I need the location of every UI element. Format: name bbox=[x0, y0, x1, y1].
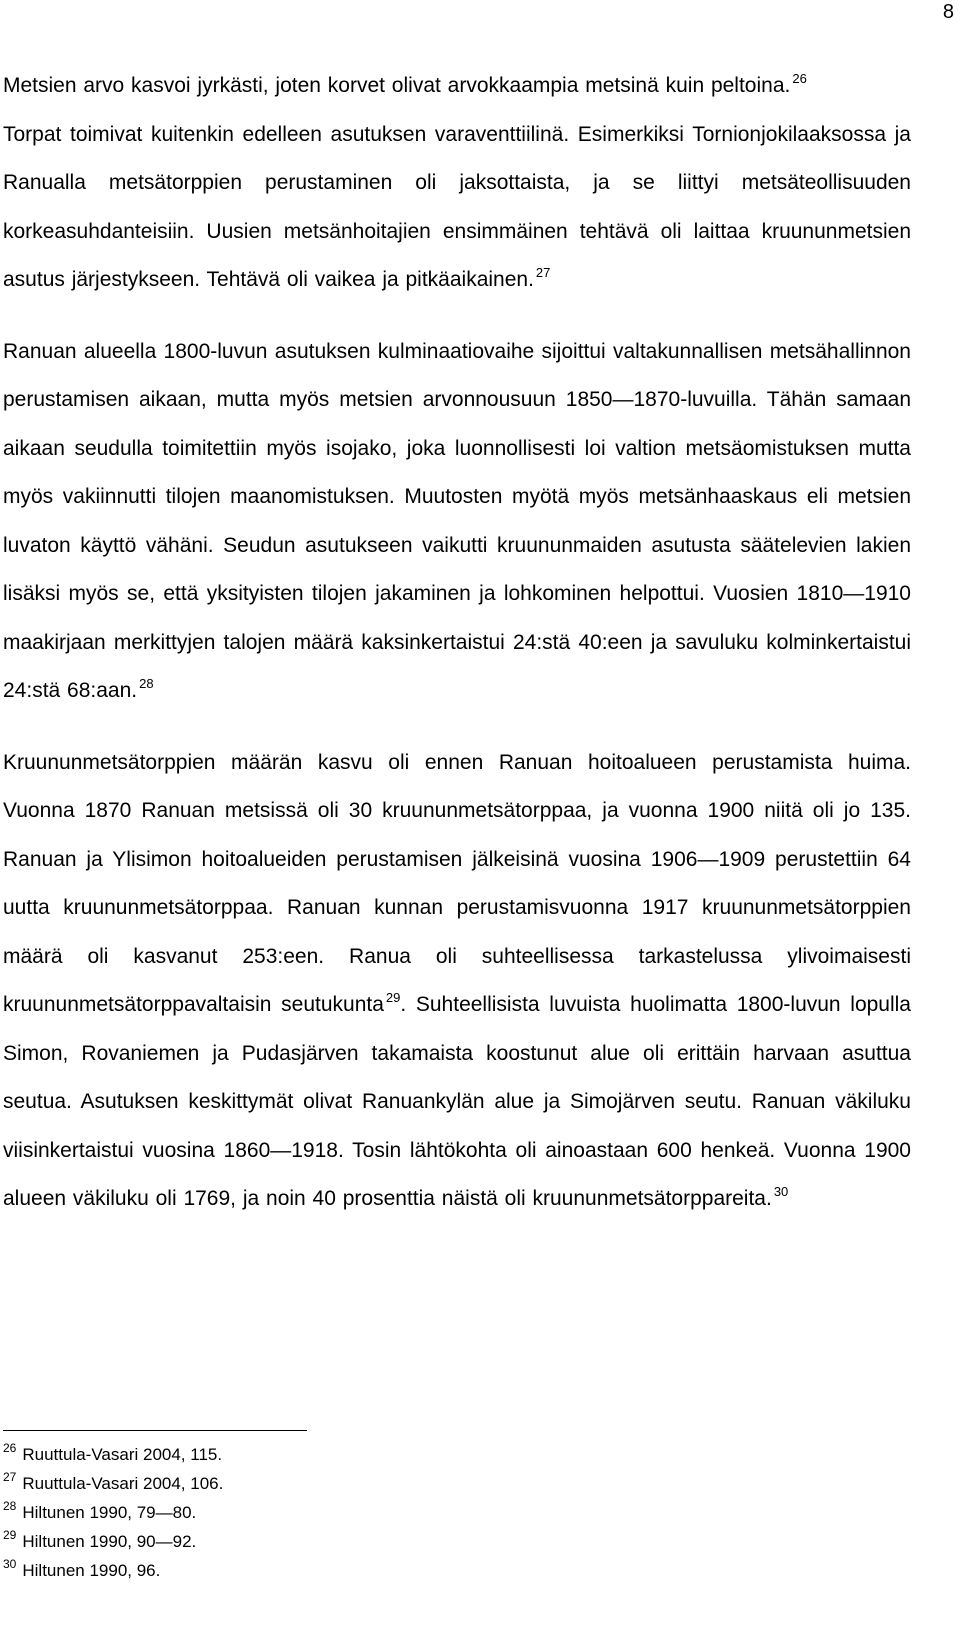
footnote-text: Ruuttula-Vasari 2004, 106. bbox=[22, 1474, 224, 1493]
footnote-text: Hiltunen 1990, 79—80. bbox=[22, 1503, 197, 1522]
footnote-number: 27 bbox=[3, 1470, 17, 1484]
footnote bbox=[3, 1469, 223, 1498]
footnote-reference: 29 bbox=[385, 990, 401, 1005]
page-number: 8 bbox=[942, 1, 954, 23]
footnote-separator bbox=[3, 1430, 307, 1431]
paragraph bbox=[3, 328, 911, 716]
footnote bbox=[3, 1556, 223, 1585]
footnote-text: Ruuttula-Vasari 2004, 115. bbox=[22, 1445, 223, 1464]
document-body bbox=[3, 62, 911, 1224]
paragraph-text: Torpat toimivat kuitenkin edelleen asutuksen varaventtiilinä. Esimerkiksi Tornionjokilaaksossa ja Ranualla metsätorppien perustaminen oli jaksottaista, ja se liittyi metsäteollisuuden korkeasuhdanteisiin. Uusien metsänhoitajien ensimmäinen tehtävä oli laittaa kruununmetsien asutus järjestykseen. Tehtävä oli vaikea ja pitkäaikainen. bbox=[3, 122, 911, 291]
paragraph-text: Metsien arvo kasvoi jyrkästi, joten korvet olivat arvokkaampia metsinä kuin peltoina. bbox=[3, 74, 791, 97]
footnote-text: Hiltunen 1990, 90—92. bbox=[22, 1532, 197, 1551]
footnote-reference: 30 bbox=[773, 1184, 789, 1199]
footnote bbox=[3, 1498, 223, 1527]
footnote-reference: 27 bbox=[535, 265, 551, 280]
paragraph bbox=[3, 739, 911, 1224]
paragraph-text: Ranuan alueella 1800-luvun asutuksen kulminaatiovaihe sijoittui valtakunnallisen metsähallinnon perustamisen aikaan, mutta myös metsien arvonnousuun 1850—1870-luvuilla. Tähän samaan aikaan seudulla toimitettiin myös isojako, joka luonnollisesti loi valtion metsäomistuksen mutta myös vakiinnutti tilojen maanomistuksen. Muutosten myötä myös metsänhaaskaus eli metsien luvaton käyttö vähäni. Seudun asutukseen vaikutti kruununmaiden asutusta säätelevien lakien lisäksi myös se, että yksityisten tilojen jakaminen ja lohkominen helpottui. Vuosien 1810—1910 maakirjaan merkittyjen talojen määrä kaksinkertaistui 24:stä 40:een ja savuluku kolminkertaistui 24:stä 68:aan. bbox=[3, 339, 911, 702]
footnote bbox=[3, 1527, 223, 1556]
footnote-number: 28 bbox=[3, 1499, 17, 1513]
paragraph-text: . Suhteellisista luvuista huolimatta 1800-luvun lopulla Simon, Rovaniemen ja Pudasjärven takamaista koostunut alue oli erittäin harvaan asuttua seutua. Asutuksen keskittymät olivat Ranuankylän alue ja Simojärven seutu. Ranuan väkiluku viisinkertaistui vuosina 1860—1918. Tosin lähtökohta oli ainoastaan 600 henkeä. Vuonna 1900 alueen väkiluku oli 1769, ja noin 40 prosenttia näistä oli kruununmetsätorppareita. bbox=[3, 993, 911, 1210]
footnote-reference: 28 bbox=[139, 676, 154, 691]
footnote-text: Hiltunen 1990, 96. bbox=[22, 1561, 161, 1580]
footnote-number: 26 bbox=[3, 1441, 17, 1455]
footnote-number: 30 bbox=[3, 1557, 17, 1571]
footnote bbox=[3, 1440, 223, 1469]
footnote-number: 29 bbox=[3, 1528, 17, 1542]
paragraph bbox=[3, 62, 911, 305]
paragraph-text: Kruununmetsätorppien määrän kasvu oli ennen Ranuan hoitoalueen perustamista huima. Vuonna 1870 Ranuan metsissä oli 30 kruununmetsätorppaa, ja vuonna 1900 niitä oli jo 135. Ranuan ja Ylisimon hoitoalueiden perustamisen jälkeisinä vuosina 1906—1909 perustettiin 64 uutta kruununmetsätorppaa. Ranuan kunnan perustamisvuonna 1917 kruununmetsätorppien määrä oli kasvanut 253:een. Ranua oli suhteellisessa tarkastelussa ylivoimaisesti kruununmetsätorppavaltaisin seutukunta bbox=[3, 750, 911, 1016]
footnotes bbox=[3, 1440, 223, 1585]
footnote-reference: 26 bbox=[792, 71, 807, 86]
